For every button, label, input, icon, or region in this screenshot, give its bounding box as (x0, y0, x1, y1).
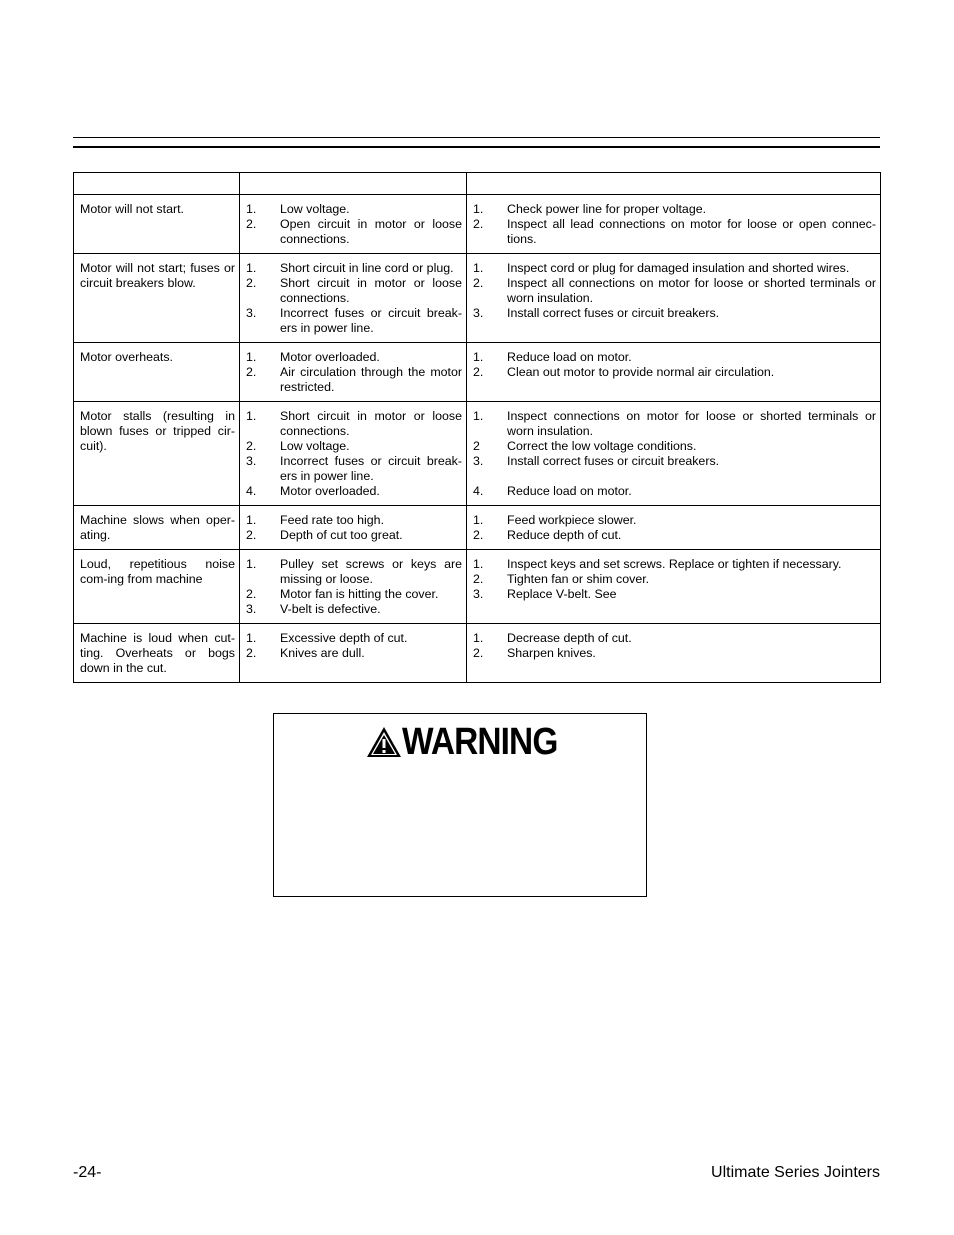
header-cell-symptom (74, 173, 240, 195)
page-number: -24- (73, 1164, 102, 1181)
item-number: 1. (246, 202, 257, 216)
list-item (473, 587, 876, 602)
item-text: Clean out motor to provide normal air circulation. (507, 365, 775, 379)
header-cell-cause (240, 173, 467, 195)
item-number: 4. (246, 484, 257, 498)
solution-cell (467, 624, 881, 683)
item-number: 2. (246, 439, 257, 453)
solution-cell (467, 402, 881, 506)
list-item (246, 409, 462, 439)
table-row (74, 506, 881, 550)
list-item (246, 513, 462, 528)
table-row (74, 550, 881, 624)
table-row (74, 343, 881, 402)
list-item (473, 646, 876, 661)
item-text: Install correct fuses or circuit breakers. (507, 454, 720, 468)
top-rule-thick (73, 146, 880, 148)
table-row (74, 624, 881, 683)
item-text: Install correct fuses or circuit breakers. (507, 306, 720, 320)
item-number (473, 469, 507, 484)
list-item (473, 202, 876, 217)
item-text: V-belt is defective. (280, 602, 381, 616)
cause-cell (240, 343, 467, 402)
list-item (473, 572, 876, 587)
list-item (246, 528, 462, 543)
item-text: Knives are dull. (280, 646, 365, 660)
list-item (246, 484, 462, 499)
solution-cell (467, 343, 881, 402)
warning-box (273, 713, 647, 897)
item-text: Motor fan is hitting the cover. (280, 587, 439, 601)
table-row (74, 195, 881, 254)
item-number: 2. (473, 365, 484, 379)
item-text: Tighten fan or shim cover. (507, 572, 650, 586)
list-item (246, 646, 462, 661)
item-number: 1. (246, 557, 257, 571)
item-text: Inspect connections on motor for loose or shorted terminals or worn insulation. (507, 409, 876, 438)
cause-cell (240, 506, 467, 550)
list-item (246, 439, 462, 454)
item-text: Inspect all connections on motor for loose or shorted terminals or worn insulation. (507, 276, 876, 305)
symptom-cell: Motor will not start; fuses or circuit breakers blow. (74, 254, 240, 343)
troubleshooting-table (73, 172, 881, 683)
list-item (473, 557, 876, 572)
list-item (473, 528, 876, 543)
item-text: Inspect cord or plug for damaged insulation and shorted wires. (507, 261, 850, 275)
item-number: 2. (246, 365, 257, 379)
item-number: 2. (246, 587, 257, 601)
symptom-cell: Motor will not start. (74, 195, 240, 254)
list-item (473, 439, 876, 454)
list-item (473, 365, 876, 380)
item-number: 2. (246, 528, 257, 542)
cause-cell (240, 195, 467, 254)
item-number: 2. (473, 217, 484, 231)
item-text: Check power line for proper voltage. (507, 202, 707, 216)
warning-label: WARNING (402, 721, 558, 763)
list-item (246, 306, 462, 336)
list-item (246, 454, 462, 484)
item-number: 1. (473, 202, 484, 216)
list-item (473, 631, 876, 646)
item-number: 3. (246, 602, 257, 616)
item-number: 3. (473, 454, 484, 468)
cause-cell (240, 402, 467, 506)
list-item (473, 469, 876, 484)
item-text: Inspect keys and set screws. Replace or tighten if necessary. (507, 557, 842, 571)
item-text: Correct the low voltage conditions. (507, 439, 697, 453)
item-text (507, 469, 876, 484)
document-title: Ultimate Series Jointers (711, 1164, 880, 1181)
list-item (246, 557, 462, 587)
warning-header (366, 722, 579, 762)
item-text: Excessive depth of cut. (280, 631, 408, 645)
item-number: 1. (246, 350, 257, 364)
item-text: Motor overloaded. (280, 484, 380, 498)
list-item (473, 306, 876, 321)
list-item (246, 602, 462, 617)
list-item (473, 454, 876, 469)
list-item (473, 261, 876, 276)
list-item (246, 365, 462, 395)
list-item (473, 350, 876, 365)
item-text: Reduce depth of cut. (507, 528, 622, 542)
symptom-cell: Machine is loud when cut-ting. Overheats or bogs down in the cut. (74, 624, 240, 683)
list-item (246, 217, 462, 247)
item-number: 1. (246, 261, 257, 275)
symptom-cell: Loud, repetitious noise com-ing from machine (74, 550, 240, 624)
list-item (473, 217, 876, 247)
list-item (473, 513, 876, 528)
symptom-cell: Machine slows when oper-ating. (74, 506, 240, 550)
list-item (246, 202, 462, 217)
item-text: Depth of cut too great. (280, 528, 403, 542)
item-number: 1. (246, 513, 257, 527)
item-text: Feed rate too high. (280, 513, 385, 527)
item-text: Low voltage. (280, 439, 350, 453)
item-number: 3. (473, 306, 484, 320)
solution-cell (467, 195, 881, 254)
list-item (473, 409, 876, 439)
item-text: Reduce load on motor. (507, 484, 632, 498)
item-number: 1. (473, 409, 484, 423)
symptom-cell: Motor stalls (resulting in blown fuses or tripped cir-cuit). (74, 402, 240, 506)
item-text: Incorrect fuses or circuit break-ers in power line. (280, 306, 462, 335)
item-text: Incorrect fuses or circuit break-ers in power line. (280, 454, 462, 483)
item-number: 2. (473, 276, 484, 290)
item-number: 3. (246, 306, 257, 320)
solution-cell (467, 506, 881, 550)
item-text: Open circuit in motor or loose connections. (280, 217, 462, 246)
item-number: 2 (473, 439, 480, 453)
item-text: Short circuit in motor or loose connections. (280, 409, 462, 438)
header-cell-solution (467, 173, 881, 195)
item-number: 1. (473, 557, 484, 571)
item-text: Short circuit in motor or loose connections. (280, 276, 462, 305)
item-text: Decrease depth of cut. (507, 631, 632, 645)
list-item (246, 261, 462, 276)
table-header-row (74, 173, 881, 195)
table-row (74, 402, 881, 506)
item-text: Feed workpiece slower. (507, 513, 637, 527)
top-rule-thin (73, 137, 880, 138)
item-number: 4. (473, 484, 484, 498)
item-text: Motor overloaded. (280, 350, 380, 364)
solution-cell (467, 550, 881, 624)
warning-triangle-icon (366, 726, 402, 758)
item-text: Low voltage. (280, 202, 350, 216)
cause-cell (240, 550, 467, 624)
item-text: Pulley set screws or keys are missing or loose. (280, 557, 462, 586)
item-number: 1. (473, 350, 484, 364)
item-text: Short circuit in line cord or plug. (280, 261, 454, 275)
item-number: 1. (246, 409, 257, 423)
list-item (473, 276, 876, 306)
item-number: 1. (473, 513, 484, 527)
item-number: 2. (246, 276, 257, 290)
list-item (246, 587, 462, 602)
item-number: 1. (246, 631, 257, 645)
list-item (246, 350, 462, 365)
item-number: 3. (473, 587, 484, 601)
symptom-cell: Motor overheats. (74, 343, 240, 402)
item-text: Sharpen knives. (507, 646, 596, 660)
list-item (246, 276, 462, 306)
list-item (246, 631, 462, 646)
item-text: Inspect all lead connections on motor for loose or open connec-tions. (507, 217, 876, 246)
item-number: 1. (473, 261, 484, 275)
list-item (473, 484, 876, 499)
cause-cell (240, 254, 467, 343)
item-number: 2. (473, 646, 484, 660)
item-number: 2. (246, 646, 257, 660)
item-number: 2. (246, 217, 257, 231)
item-text: Air circulation through the motor restricted. (280, 365, 462, 394)
table-row (74, 254, 881, 343)
item-number: 3. (246, 454, 257, 468)
item-number: 2. (473, 572, 484, 586)
solution-cell (467, 254, 881, 343)
item-number: 1. (473, 631, 484, 645)
cause-cell (240, 624, 467, 683)
item-text: Replace V-belt. See (507, 587, 617, 601)
item-text: Reduce load on motor. (507, 350, 632, 364)
item-number: 2. (473, 528, 484, 542)
